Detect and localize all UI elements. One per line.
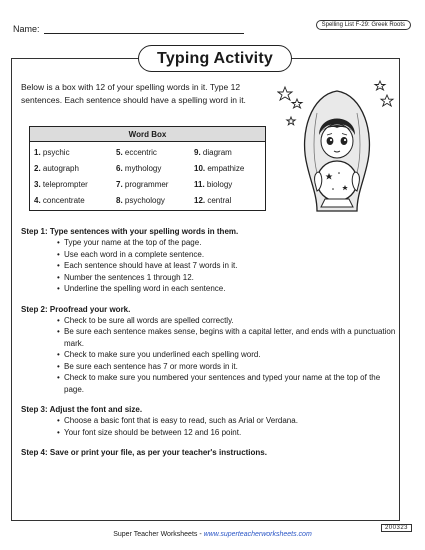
word-text: diagram	[202, 148, 232, 157]
footer-link[interactable]: www.superteacherworksheets.com	[203, 531, 312, 538]
step-title: Step 3: Adjust the font and size.	[21, 405, 143, 414]
word-number: 9.	[194, 148, 201, 157]
word-text: empathize	[207, 164, 245, 173]
name-field	[13, 24, 244, 34]
bullet-item: • Choose a basic font that is easy to read, such as Arial or Verdana.	[57, 415, 396, 427]
word-number: 6.	[116, 164, 123, 173]
word-text: central	[207, 196, 232, 205]
word-box-item	[34, 162, 116, 176]
bullet-item: • Check to make sure you numbered your sentences and typed your name at the top of the page.	[57, 372, 396, 395]
word-box-item	[116, 146, 194, 160]
word-box-item	[194, 162, 271, 176]
step-1	[21, 226, 396, 295]
word-box-item	[34, 178, 116, 192]
word-box-grid	[30, 142, 265, 210]
bullet-item: • Check to make sure you underlined each spelling word.	[57, 349, 396, 361]
word-box-item	[116, 178, 194, 192]
word-number: 8.	[116, 196, 123, 205]
word-number: 11.	[194, 180, 205, 189]
word-text: eccentric	[124, 148, 157, 157]
word-box-item	[34, 146, 116, 160]
step-bullets	[21, 237, 396, 295]
bullet-item: • Check to be sure all words are spelled correctly.	[57, 315, 396, 327]
step-title: Step 4: Save or print your file, as per your teacher's instructions.	[21, 448, 267, 457]
page-title: Typing Activity	[138, 45, 292, 72]
step-title: Step 1: Type sentences with your spelling words in them.	[21, 227, 239, 236]
word-box-item	[194, 146, 271, 160]
fortune-teller-illustration	[277, 73, 397, 215]
bullet-item: • Be sure each sentence has 7 or more words in it.	[57, 361, 396, 373]
word-box-item	[116, 194, 194, 208]
word-number: 10.	[194, 164, 206, 173]
word-text: autograph	[42, 164, 79, 173]
word-box-item	[194, 178, 271, 192]
word-number: 12.	[194, 196, 206, 205]
word-text: psychic	[42, 148, 70, 157]
word-number: 2.	[34, 164, 41, 173]
bullet-item: • Underline the spelling word in each sentence.	[57, 283, 396, 295]
footer-text: Super Teacher Worksheets -	[113, 531, 204, 538]
steps-list	[21, 226, 396, 467]
word-text: teleprompter	[42, 180, 88, 189]
word-number: 1.	[34, 148, 41, 157]
word-text: psychology	[124, 196, 165, 205]
word-number: 3.	[34, 180, 41, 189]
word-number: 7.	[116, 180, 123, 189]
crystal-ball-icon	[317, 161, 357, 201]
bullet-item: • Be sure each sentence makes sense, begins with a capital letter, and ends with a punctuation mark.	[57, 326, 396, 349]
bullet-item: • Your font size should be between 12 and 16 point.	[57, 427, 396, 439]
step-bullets	[21, 315, 396, 396]
word-number: 5.	[116, 148, 123, 157]
intro-text: Below is a box with 12 of your spelling words in it. Type 12 sentences. Each sentence should have a spelling word in it.	[21, 82, 246, 105]
word-box	[29, 126, 266, 211]
word-text: biology	[206, 180, 233, 189]
word-box-item	[194, 194, 271, 208]
bullet-item: • Use each word in a complete sentence.	[57, 249, 396, 261]
word-text: mythology	[124, 164, 162, 173]
step-2	[21, 304, 396, 396]
name-line	[44, 25, 244, 34]
word-text: programmer	[124, 180, 169, 189]
bullet-item: • Number the sentences 1 through 12.	[57, 272, 396, 284]
word-text: concentrate	[42, 196, 85, 205]
bullet-item: • Type your name at the top of the page.	[57, 237, 396, 249]
bullet-item: • Each sentence should have at least 7 words in it.	[57, 260, 396, 272]
word-box-heading: Word Box	[30, 127, 265, 142]
word-box-item	[34, 194, 116, 208]
footer	[0, 531, 425, 538]
step-3	[21, 404, 396, 438]
worksheet-code: 200323	[381, 524, 412, 532]
spelling-list-badge: Spelling List F-29: Greek Roots	[316, 20, 411, 30]
word-number: 4.	[34, 196, 41, 205]
step-4	[21, 447, 396, 458]
word-box-item	[116, 162, 194, 176]
name-label: Name:	[13, 24, 40, 34]
step-bullets	[21, 415, 396, 438]
step-title: Step 2: Proofread your work.	[21, 304, 131, 314]
